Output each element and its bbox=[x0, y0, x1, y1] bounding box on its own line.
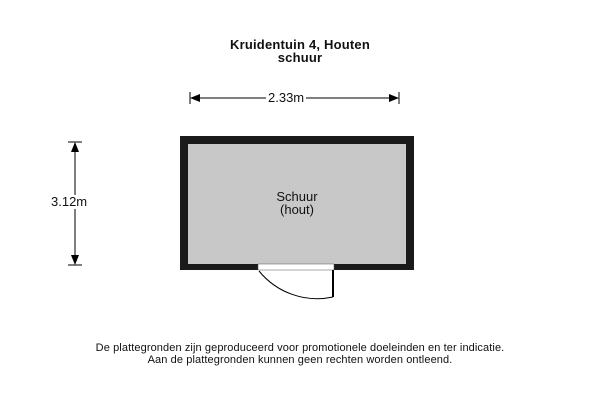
disclaimer-line-2: Aan de plattegronden kunnen geen rechten worden ontleend. bbox=[147, 354, 453, 366]
height-dimension-label: 3.12m bbox=[51, 194, 88, 209]
plan-title: Kruidentuin 4, Houten bbox=[230, 37, 370, 52]
width-dimension-label: 2.33m bbox=[268, 90, 305, 105]
wall-bottom-left bbox=[180, 264, 258, 270]
wall-bottom-right bbox=[334, 264, 414, 270]
room-name: Schuur bbox=[276, 189, 318, 204]
door-opening bbox=[258, 264, 334, 270]
door bbox=[259, 270, 333, 299]
door-swing-arc bbox=[259, 271, 333, 299]
wall-top bbox=[180, 136, 414, 144]
plan-subtitle: schuur bbox=[277, 50, 323, 65]
disclaimer-line-1: De plattegronden zijn geproduceerd voor promotionele doeleinden en ter indicatie. bbox=[95, 342, 505, 354]
room-material: (hout) bbox=[280, 202, 314, 217]
